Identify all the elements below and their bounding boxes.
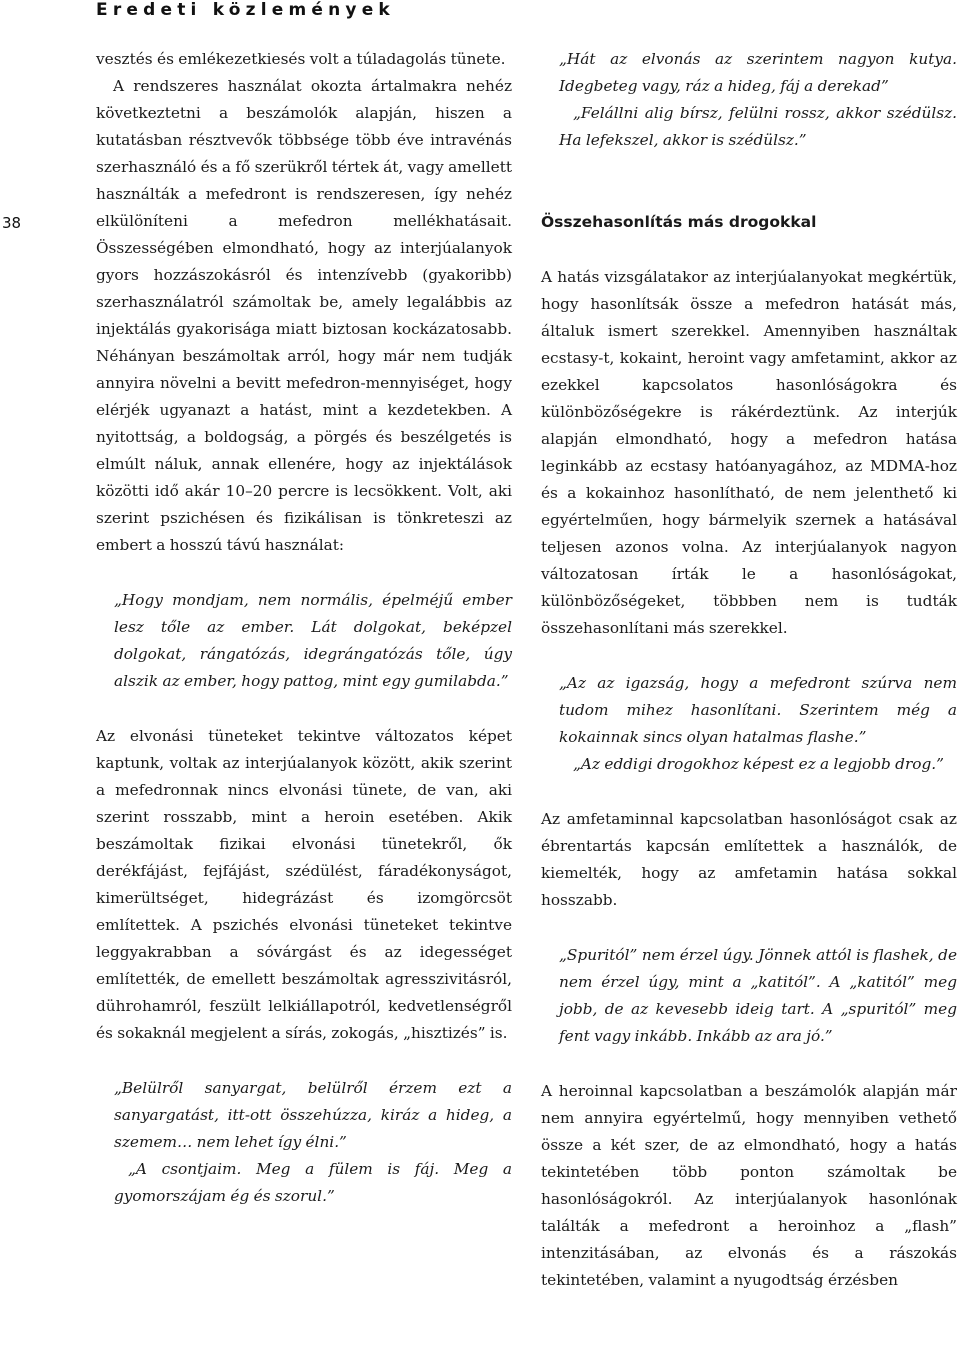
section-heading: Összehasonlítás más drogokkal: [541, 213, 817, 231]
quote-text: „Felállni alig bírsz, felülni rossz, akkor szédülsz. Ha lefekszel, akkor is szédülsz.”: [559, 104, 957, 149]
journal-section-header: Eredeti közlemények: [96, 0, 395, 20]
block-quote: [541, 670, 957, 778]
quote-text: „Hogy mondjam, nem normális, épelméjű ember lesz tőle az ember. Lát dolgokat, beképzel dolgokat, rángatózás, idegrángatózás tőle, úgy alszik az ember, hogy pattog, mint egy gumilabda.”: [114, 591, 512, 690]
right-column: [541, 46, 957, 1294]
quote-text: „A csontjaim. Meg a fülem is fáj. Meg a gyomorszájam ég és szorul.”: [114, 1160, 512, 1205]
quote-text: „Az eddigi drogokhoz képest ez a legjobb drog.”: [573, 755, 944, 773]
paragraph: A heroinnal kapcsolatban a beszámolók alapján már nem annyira egyértelmű, hogy mennyiben vethető össze a két szer, de az elmondható, hogy a hatás tekintetében több ponton számoltak be hasonlóságokról. Az interjúalanyok hasonlónak találták a mefedront a heroinhoz a „flash” intenzitásában, az elvonás és a rászokás tekintetében, valamint a nyugodtság érzésben: [541, 1082, 957, 1289]
paragraph: Az elvonási tüneteket tekintve változatos képet kaptunk, voltak az interjúalanyok között, akik szerint a mefedronnak nincs elvonási tünete, de van, aki szerint rosszabb, mint a heroin esetében. Akik beszámoltak fizikai elvonási tünetekről, ők derékfájást, fejfájást, szédülést, fáradékonyságot, kimerültséget, hidegrázást és izomgörcsöt említettek. A pszichés elvonási tüneteket tekintve leggyakrabban a sóvárgást és az idegességet említették, de emellett beszámoltak agresszivitásról, dührohamról, feszült lelkiállapotról, kedvetlenségről és sokaknál megjelent a sírás, zokogás, „hisztizés” is.: [96, 727, 512, 1042]
quote-text: „Az az igazság, hogy a mefedront szúrva nem tudom mihez hasonlítani. Szerintem még a kokainnak sincs olyan hatalmas flashe.”: [559, 674, 957, 746]
quote-text: „Belülről sanyargat, belülről érzem ezt a sanyargatást, itt-ott összehúzza, kiráz a hideg, a szemem… nem lehet így élni.”: [114, 1079, 512, 1151]
left-column: [96, 46, 512, 1210]
paragraph: A hatás vizsgálatakor az interjúalanyokat megkértük, hogy hasonlítsák össze a mefedron hatását más, általuk ismert szerekkel. Amennyiben használtak ecstasy-t, kokaint, heroint vagy amfetamint, akkor az ezekkel kapcsolatos hasonlóságokra és különbözőségekre is rákérdeztünk. Az interjúk alapján elmondható, hogy a mefedron hatása leginkább az ecstasy hatóanyagához, az MDMA-hoz és a kokainhoz hasonlítható, de nem jelenthető ki egyértelműen, hogy bármelyik szernek a hatásával teljesen azonos volna. Az interjúalanyok nagyon változatosan írták le a hasonlóságokat, különbözőségeket, többben nem is tudták összehasonlítani más szerekkel.: [541, 268, 957, 637]
block-quote: [541, 46, 957, 154]
page-number: 38: [2, 214, 22, 232]
block-quote: [96, 1075, 512, 1210]
quote-text: „Spuritól” nem érzel úgy. Jönnek attól is flashek, de nem érzel úgy, mint a „katitól”. A „katitól” meg jobb, de az kevesebb ideig tart. A „spuritól” meg fent vagy inkább. Inkább az ara jó.”: [559, 946, 957, 1045]
paragraph: Az amfetaminnal kapcsolatban hasonlóságot csak az ébrentartás kapcsán említettek a használók, de kiemelték, hogy az amfetamin hatása sokkal hosszabb.: [541, 810, 957, 909]
paragraph: A rendszeres használat okozta ártalmakra nehéz következtetni a beszámolók alapján, hiszen a kutatásban résztvevők többsége több éve intravénás szerhasználó és a fő szerükről tértek át, vagy amellett használták a mefedront is rendszeresen, így nehéz elkülöníteni a mefedron mellékhatásait. Összességében elmondható, hogy az interjúalanyok gyors hozzászokásról és intenzívebb (gyakoribb) szerhasználatról számoltak be, amely legalábbis az injektálás gyakorisága miatt biztosan kockázatosabb. Néhányan beszámoltak arról, hogy már nem tudják annyira növelni a bevitt mefedron-mennyiséget, hogy elérjék ugyanazt a hatást, mint a kezdetekben. A nyitottság, a boldogság, a pörgés és beszélgetés is elmúlt náluk, annak ellenére, hogy az injektálások közötti idő akár 10–20 percre is lecsökkent. Volt, aki szerint pszichésen és fizikálisan is tönkreteszi az embert a hosszú távú használat:: [96, 77, 512, 554]
block-quote: [541, 942, 957, 1050]
paragraph: vesztés és emlékezetkiesés volt a túladagolás tünete.: [96, 50, 506, 68]
quote-text: „Hát az elvonás az szerintem nagyon kutya. Idegbeteg vagy, ráz a hideg, fáj a derekad”: [559, 50, 957, 95]
block-quote: [96, 587, 512, 695]
